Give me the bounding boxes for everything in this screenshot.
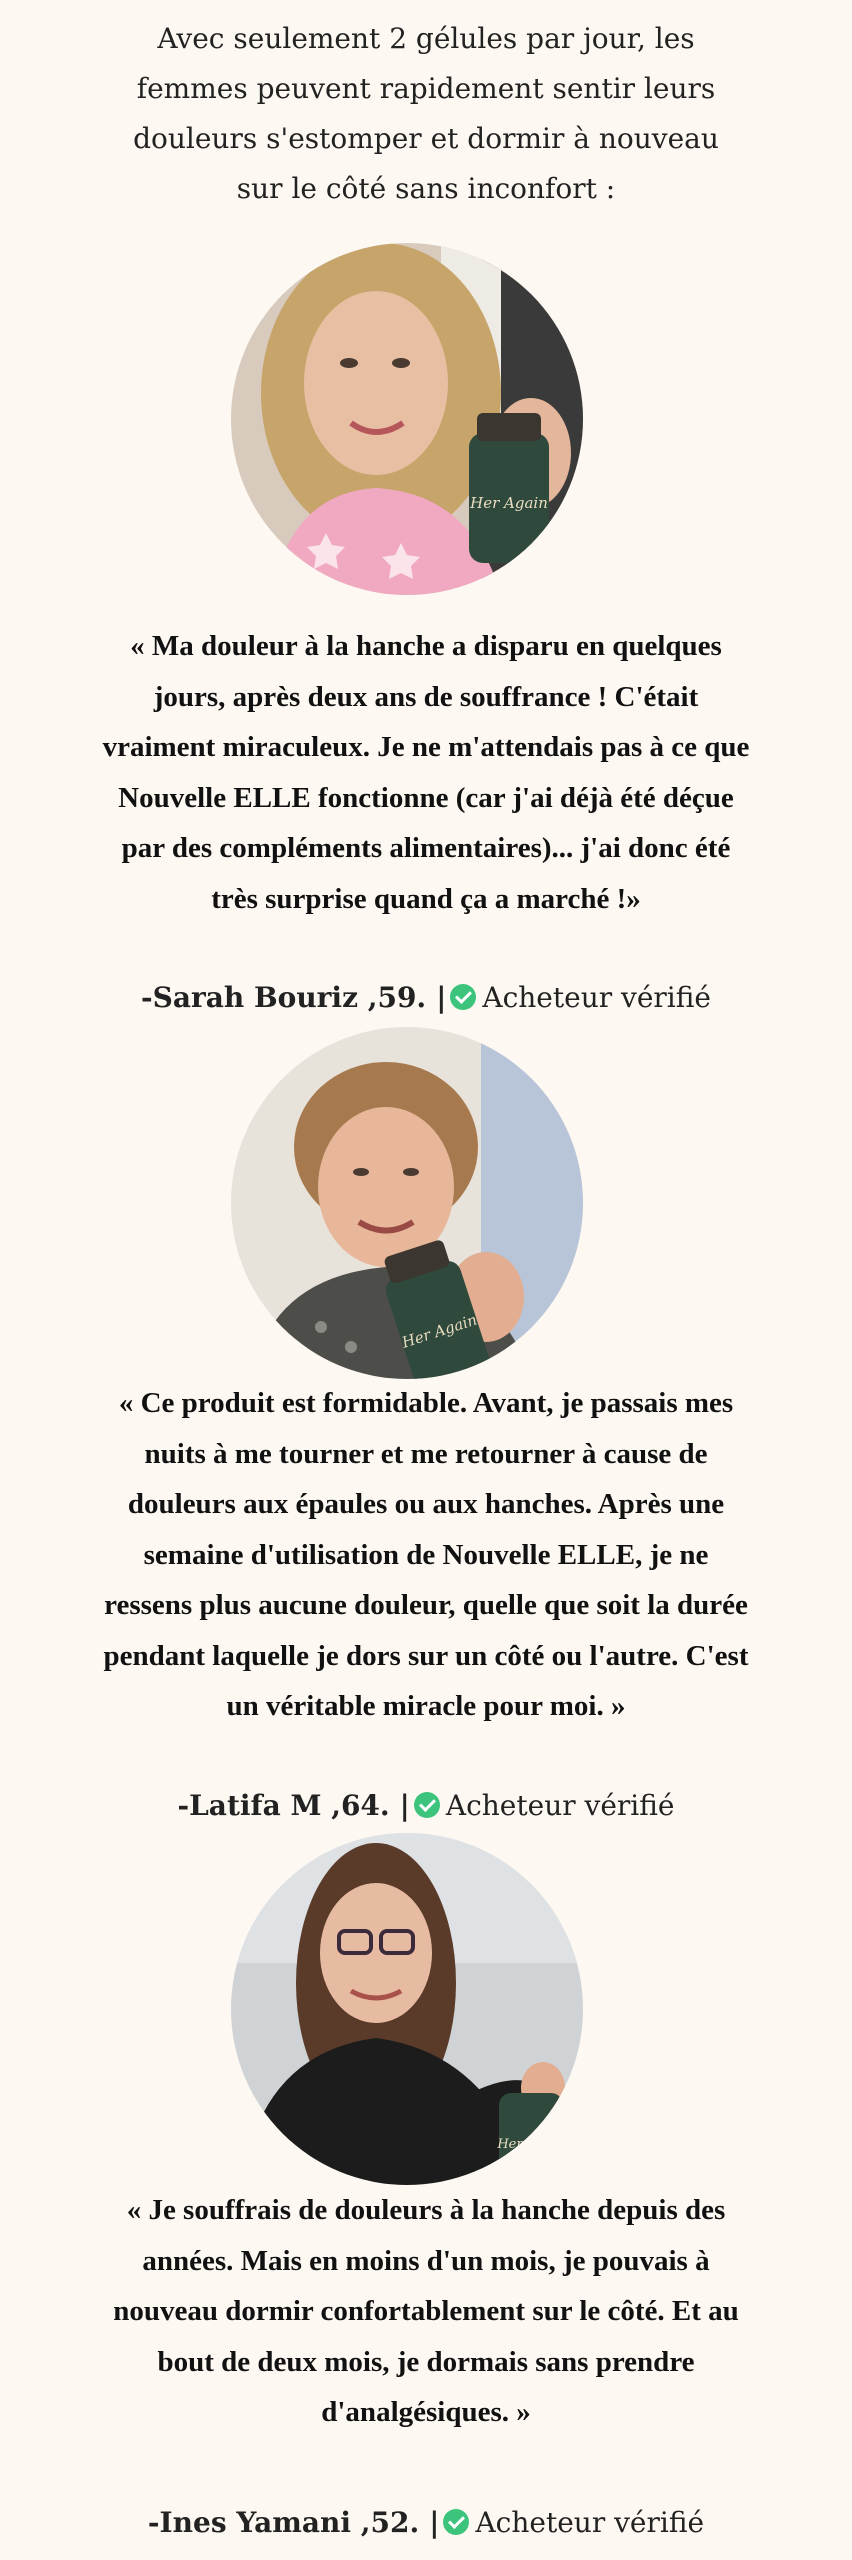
testimonial-photo-3 — [231, 1833, 583, 2185]
byline-separator-3: | — [429, 2506, 440, 2539]
bottle-label-2: Her Again — [399, 1310, 480, 1352]
testimonial-photo-2 — [231, 1027, 583, 1379]
testimonial-quote-3: « Je souffrais de douleurs à la hanche depuis des années. Mais en moins d'un mois, je pouvais à nouveau dormir confortablement sur le côté. Et au bout de deux mois, je dormais sans prendre d'analgésiques. » — [113, 2194, 739, 2428]
check-circle-icon — [450, 984, 476, 1010]
check-circle-icon — [443, 2509, 469, 2535]
testimonial-quote-1: « Ma douleur à la hanche a disparu en quelques jours, après deux ans de souffrance ! C'était vraiment miraculeux. Je ne m'attendais pas à ce que Nouvelle ELLE fonctionne (car j'ai déjà été déçue par des compléments alimentaires)... j'ai donc été très surprise quand ça a marché !» — [102, 630, 750, 915]
check-circle-icon — [414, 1792, 440, 1818]
reviewer-name-2: -Latifa M ,64. — [177, 1789, 390, 1822]
reviewer-name-3: -Ines Yamani ,52. — [147, 2506, 420, 2539]
testimonial-byline-2 — [0, 1786, 852, 1826]
bottle-label-3: Her Again — [497, 2137, 565, 2152]
verified-buyer-label-1: Acheteur vérifié — [482, 981, 711, 1014]
verified-buyer-label-2: Acheteur vérifié — [445, 1789, 675, 1822]
byline-separator-1: | — [436, 981, 447, 1014]
testimonial-photo-1 — [231, 243, 583, 595]
testimonial-quote-2: « Ce produit est formidable. Avant, je passais mes nuits à me tourner et me retourner à cause de douleurs aux épaules ou aux hanches. Après une semaine d'utilisation de Nouvelle ELLE, je ne ressens plus aucune douleur, quelle que soit la durée pendant laquelle je dors sur un côté ou l'autre. C'est un véritable miracle pour moi. » — [103, 1387, 749, 1722]
testimonial-byline-3 — [0, 2503, 852, 2543]
verified-buyer-label-3: Acheteur vérifié — [475, 2506, 705, 2539]
byline-separator-2: | — [399, 1789, 410, 1822]
intro-text: Avec seulement 2 gélules par jour, les femmes peuvent rapidement sentir leurs douleurs s'estomper et dormir à nouveau sur le côté sans inconfort : — [133, 22, 719, 205]
reviewer-name-1: -Sarah Bouriz ,59. — [141, 981, 427, 1014]
bottle-label-1: Her Again — [470, 494, 548, 512]
testimonial-byline-1 — [0, 978, 852, 1018]
